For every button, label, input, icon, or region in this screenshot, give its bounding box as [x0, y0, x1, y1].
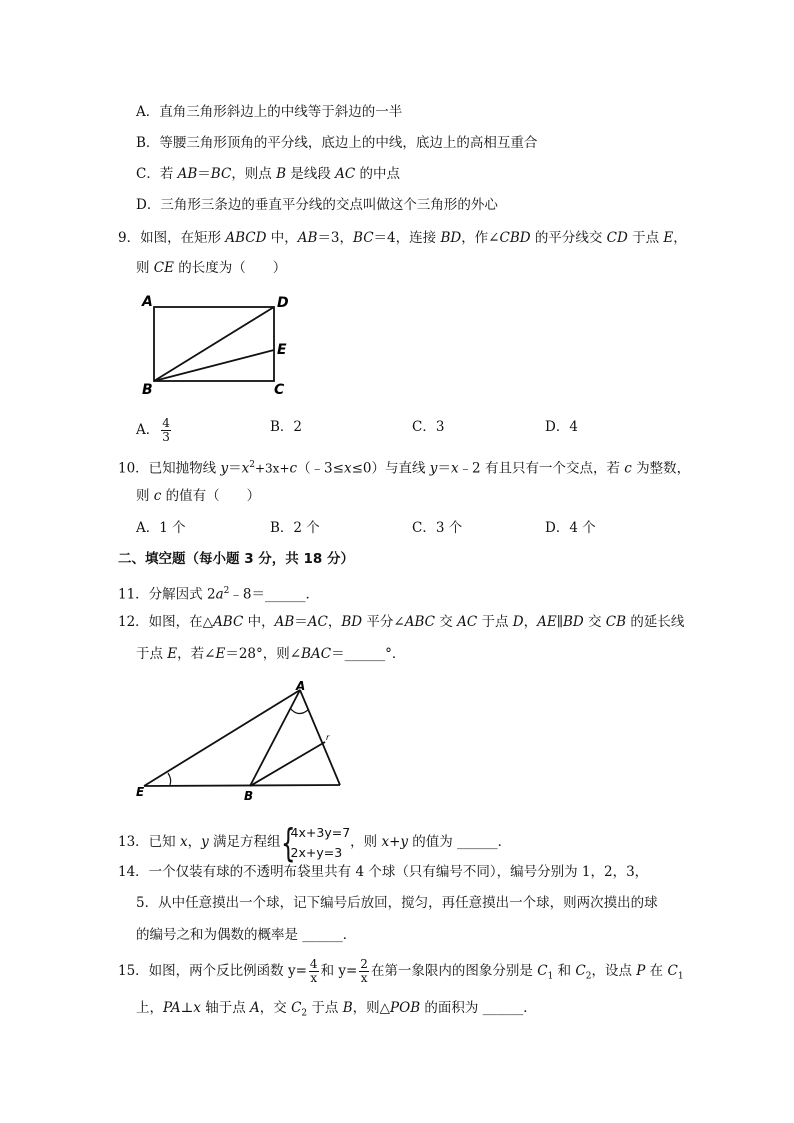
text: ﹣8＝: [229, 586, 265, 603]
text: ，: [187, 834, 202, 850]
text: ⊥: [180, 1000, 194, 1016]
q11-stem: [118, 581, 319, 605]
text: 9．如图，在矩形: [118, 230, 226, 246]
text: 上，: [136, 1000, 163, 1016]
var: y: [220, 460, 229, 477]
text: ＝: [331, 646, 345, 662]
var: c: [289, 460, 298, 477]
answer-blank: ______: [344, 646, 386, 662]
var: ABC: [404, 614, 435, 630]
q8-option-d: D．三角形三条边的垂直平分线的交点叫做这个三角形的外心: [136, 197, 498, 213]
text: ＝: [228, 460, 242, 477]
var: c: [153, 488, 162, 504]
var: ABCD: [225, 230, 267, 246]
label-d: D: [277, 295, 289, 311]
var: BD: [341, 614, 363, 630]
text: 中，: [266, 230, 298, 246]
fraction-2-over-x: [359, 958, 369, 985]
numerator: 4: [162, 416, 170, 430]
label-c: C: [274, 382, 285, 398]
q13-stem: [118, 820, 512, 865]
q10-stem-line1: [118, 455, 690, 479]
var: x: [241, 460, 250, 477]
denominator: x: [310, 971, 318, 985]
var: AB: [177, 166, 198, 182]
var: x: [343, 460, 352, 477]
text: 交: [583, 614, 606, 630]
var: AC: [457, 614, 478, 630]
text: 的编号之和为偶数的概率是: [136, 927, 303, 943]
text: ＝28°，则∠: [225, 646, 302, 662]
text: 于点: [307, 1000, 343, 1016]
var: c: [624, 460, 632, 477]
text: +3x+: [254, 461, 290, 476]
var: D: [512, 614, 524, 630]
q10-option-c: C．3 个: [412, 520, 463, 536]
q9-stem-line2: [136, 258, 286, 278]
text: ，若∠: [177, 646, 216, 662]
q14-stem-line2: 5．从中任意摸出一个球，记下编号后放回，搅匀，再任意摸出一个球，则两次摸出的球: [136, 895, 658, 911]
text: 则: [136, 260, 154, 276]
text: ．: [342, 927, 357, 943]
q9-rectangle-figure: [136, 290, 306, 400]
text: 的中点: [355, 166, 401, 182]
text: 的长度为（ ）: [173, 260, 287, 276]
denominator: 3: [162, 430, 170, 444]
var: C: [667, 963, 678, 979]
text: ，交: [259, 1000, 292, 1016]
text: ，: [523, 614, 538, 630]
q9-option-d: D．4: [545, 419, 578, 435]
var: BC: [210, 166, 232, 182]
text: 13．已知: [118, 834, 180, 850]
text: ．: [305, 586, 319, 603]
text: 12．如图，在△: [118, 614, 214, 630]
q14-stem-line3: [136, 925, 356, 945]
text: 于点: [477, 614, 513, 630]
text: ．: [497, 834, 512, 850]
var: AB: [274, 614, 295, 630]
text: ，: [327, 614, 342, 630]
var: E: [663, 230, 674, 246]
var: x: [179, 834, 188, 850]
text: 的延长线: [626, 614, 685, 630]
text: 为整数，: [631, 460, 691, 477]
text: 的值有（ ）: [161, 488, 261, 504]
var: AC: [307, 614, 328, 630]
var: x: [450, 460, 459, 477]
var: E: [215, 646, 226, 662]
var: y: [201, 834, 209, 850]
q8-option-c: [136, 164, 400, 184]
text: 轴于点: [200, 1000, 251, 1016]
text: 交: [434, 614, 458, 630]
q12-stem-line1: [118, 612, 684, 632]
text: 的平分线交: [530, 230, 607, 246]
q12-triangle-figure: [130, 678, 360, 803]
equation-1: 4x+3y=7: [290, 824, 351, 840]
denominator: x: [360, 971, 368, 985]
var: PA: [163, 1000, 181, 1016]
var: CB: [605, 614, 627, 630]
superscript: 2: [249, 460, 255, 470]
label-e: E: [136, 785, 145, 799]
segment-ac: [300, 690, 340, 785]
var: BD: [562, 614, 584, 630]
var: x: [193, 1000, 201, 1016]
fraction-4-over-x: [309, 958, 319, 985]
text: 10．已知抛物线: [118, 460, 221, 477]
text: ＝: [197, 166, 211, 182]
var: P: [636, 963, 646, 979]
answer-blank: ______: [302, 927, 343, 943]
subscript: 2: [301, 1008, 308, 1019]
angle-mark-a: [290, 708, 308, 714]
var: y: [429, 460, 438, 477]
text: 满足方程组: [208, 834, 281, 850]
equation-system: [280, 820, 351, 865]
text: 的值为: [408, 834, 458, 850]
var: AC: [335, 166, 356, 182]
var: BAC: [301, 646, 332, 662]
var: AE: [537, 614, 557, 630]
q15-stem-line2: [136, 998, 537, 1024]
text: 在第一象限内的图象分别是: [370, 963, 538, 979]
subscript: 1: [547, 971, 554, 982]
text: ＝3，: [317, 230, 354, 246]
subscript: 2: [585, 971, 592, 982]
label-a: A: [296, 679, 306, 693]
q9-option-a: [136, 417, 173, 444]
text: ．: [523, 1000, 537, 1016]
text: °．: [385, 646, 406, 662]
var: E: [167, 646, 178, 662]
fraction: [161, 417, 171, 444]
text: ，则: [350, 834, 382, 850]
text: ，设点: [591, 963, 637, 979]
section-heading: 二、填空题（每小题 3 分，共 18 分）: [118, 551, 354, 567]
q9-stem-line1: [118, 228, 687, 248]
answer-blank: ______: [264, 586, 306, 603]
text: 平分∠: [362, 614, 405, 630]
subscript: 1: [677, 971, 684, 982]
var: x+y: [381, 834, 409, 850]
label-b: B: [142, 382, 153, 398]
q12-stem-line2: [136, 644, 405, 664]
text: 中，: [243, 614, 275, 630]
text: 于点: [627, 230, 664, 246]
text: ，: [673, 230, 687, 246]
bisector-be: [154, 350, 274, 381]
var: CE: [153, 260, 174, 276]
text: 是线段: [286, 166, 336, 182]
answer-blank: ______: [482, 1000, 524, 1016]
q9-option-c: C．3: [412, 419, 445, 435]
text: ＝: [437, 460, 451, 477]
text: 在: [645, 963, 668, 979]
text: ≤0）与直线: [351, 460, 430, 477]
numerator: 4: [309, 957, 318, 971]
equation-2: 2x+y=3: [290, 844, 343, 860]
numerator: 2: [360, 957, 368, 971]
q8-option-b: B．等腰三角形顶角的平分线，底边上的中线，底边上的高相互重合: [136, 135, 538, 151]
label-b: B: [244, 789, 254, 803]
text: 的面积为: [420, 1000, 483, 1016]
text: A．: [136, 422, 160, 438]
text: 15．如图，两个反比例函数 y=: [118, 963, 307, 979]
q15-stem-line1: [118, 955, 684, 987]
text: ，则△: [352, 1000, 391, 1016]
text: ＝: [294, 614, 308, 630]
text: 11．分解因式 2: [118, 586, 216, 603]
text: ，作∠: [461, 230, 500, 246]
diagonal-bd: [154, 307, 274, 381]
text: 于点: [136, 646, 168, 662]
var: B: [276, 166, 287, 182]
text: 和: [553, 963, 576, 979]
var: ABC: [213, 614, 244, 630]
q10-option-d: D．4 个: [545, 520, 596, 536]
var: BD: [440, 230, 462, 246]
var: a: [215, 586, 224, 603]
var: CD: [606, 230, 628, 246]
q10-option-a: A．1 个: [136, 520, 186, 536]
text: 则: [136, 488, 154, 504]
text: （﹣3≤: [297, 460, 344, 477]
var: A: [250, 1000, 260, 1016]
var: C: [291, 1000, 302, 1016]
answer-blank: ______: [457, 834, 498, 850]
text: ，则点: [231, 166, 277, 182]
segment-ec: [144, 785, 340, 786]
var: C: [575, 963, 586, 979]
var: CBD: [499, 230, 531, 246]
brace-icon: {: [280, 820, 296, 865]
label-e: E: [277, 342, 287, 358]
text: ﹣2 有且只有一个交点，若: [458, 460, 625, 477]
var: BC: [353, 230, 374, 246]
var: C: [537, 963, 548, 979]
q14-stem-line1: 14．一个仅装有球的不透明布袋里共有 4 个球（只有编号不同），编号分别为 1，2，3，: [118, 864, 649, 880]
segment-ea: [144, 690, 300, 786]
text: C．若: [136, 166, 178, 182]
q9-option-b: B．2: [270, 419, 303, 435]
var: B: [342, 1000, 353, 1016]
var: AB: [297, 230, 318, 246]
q10-stem-line2: [136, 486, 260, 506]
angle-mark-e: [168, 773, 171, 785]
text: 和 y=: [320, 963, 358, 979]
superscript: 2: [223, 586, 230, 596]
q8-option-a: A．直角三角形斜边上的中线等于斜边的一半: [136, 104, 403, 120]
label-d: r: [326, 733, 330, 742]
var: POB: [390, 1000, 421, 1016]
text: ∥: [556, 614, 563, 630]
q10-option-b: B．2 个: [270, 520, 320, 536]
text: ＝4，连接: [373, 230, 441, 246]
label-a: A: [142, 294, 153, 310]
